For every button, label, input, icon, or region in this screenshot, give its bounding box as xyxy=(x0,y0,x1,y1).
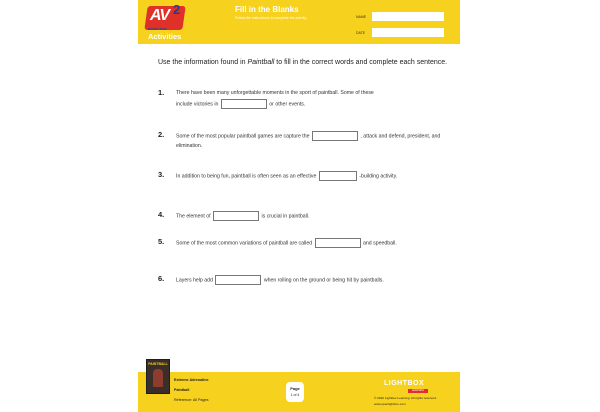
question-text-after: is crucial in paintball. xyxy=(261,213,310,220)
answer-blank[interactable] xyxy=(215,275,261,285)
question-text-before: Some of the most common variations of paintball are called xyxy=(176,240,313,247)
question-number: 3. xyxy=(158,170,165,179)
question-text xyxy=(176,89,376,109)
question-text-before: In addition to being fun, paintball is often seen as an effective xyxy=(176,173,317,180)
question-number: 4. xyxy=(158,210,165,219)
answer-blank[interactable] xyxy=(312,131,358,141)
instruction-text-start: Use the information found in xyxy=(158,59,248,66)
question-number: 6. xyxy=(158,274,165,283)
copyright-text: © 2022 Lightbox Learning. All rights reserved. xyxy=(374,396,437,400)
question-text-after: and speedball. xyxy=(363,240,397,247)
question-text-after: when rolling on the ground or being hit by paintballs. xyxy=(263,277,384,284)
date-label: DATE xyxy=(356,31,366,35)
question-number: 1. xyxy=(158,88,165,97)
lightbox-logo: LIGHTBOX xyxy=(384,380,425,387)
page-indicator xyxy=(286,382,304,402)
series-name: Extreme Adrenaline xyxy=(174,378,209,382)
question-number: 2. xyxy=(158,130,165,139)
question-text xyxy=(176,275,466,286)
question-text-before: Some of the most popular paintball games are capture the xyxy=(176,133,310,140)
question-text-before: Layers help add xyxy=(176,277,213,284)
book-title-italic: Paintball xyxy=(247,59,275,66)
name-label: NAME xyxy=(356,15,367,19)
footer-bar xyxy=(138,362,460,412)
instructions xyxy=(158,58,448,68)
av2-logo-subtext: NONFICTION xyxy=(148,27,167,31)
worksheet-page xyxy=(138,0,460,412)
book-cover-title: PAINTBALL xyxy=(148,362,168,366)
answer-blank[interactable] xyxy=(319,171,357,181)
question-text-after: -building activity. xyxy=(359,173,398,180)
name-field[interactable] xyxy=(372,12,444,21)
question-text-before: There have been many unforgettable moments in the sport of paintball. Some of these include victories in xyxy=(176,90,374,107)
question-text-after: , attack and defend, president, and elimination. xyxy=(176,133,441,149)
question-text xyxy=(176,211,452,222)
answer-blank[interactable] xyxy=(315,238,361,248)
page-title: Fill in the Blanks xyxy=(235,5,299,14)
question-text-after: or other events. xyxy=(269,100,306,107)
question-number: 5. xyxy=(158,237,165,246)
activities-label: Activities xyxy=(148,32,182,41)
av2-logo-text: AV xyxy=(150,7,170,24)
page-number: 1 of 4 xyxy=(290,393,300,397)
question-text xyxy=(176,131,446,151)
book-cover-image xyxy=(146,359,170,394)
av2-logo-number: 2 xyxy=(173,2,181,17)
date-field[interactable] xyxy=(372,28,444,37)
book-name: Paintball xyxy=(174,388,190,392)
book-cover-figure xyxy=(153,369,163,387)
answer-blank[interactable] xyxy=(213,211,259,221)
website-link[interactable]: www.openlightbox.com xyxy=(374,402,406,406)
question-text-before: The element of xyxy=(176,213,211,220)
question-text xyxy=(176,238,436,249)
page-label: Page xyxy=(290,386,300,391)
instruction-text-end: to fill in the correct words and complete each sentence. xyxy=(274,59,448,66)
question-text xyxy=(176,171,446,182)
page-subtitle: Follow the instructions to complete the activity. xyxy=(235,16,307,20)
header-bar xyxy=(138,0,460,44)
answer-blank[interactable] xyxy=(221,99,267,109)
page-reference: Reference: All Pages xyxy=(174,398,209,402)
lightbox-tag: LEARNING xyxy=(408,389,428,393)
